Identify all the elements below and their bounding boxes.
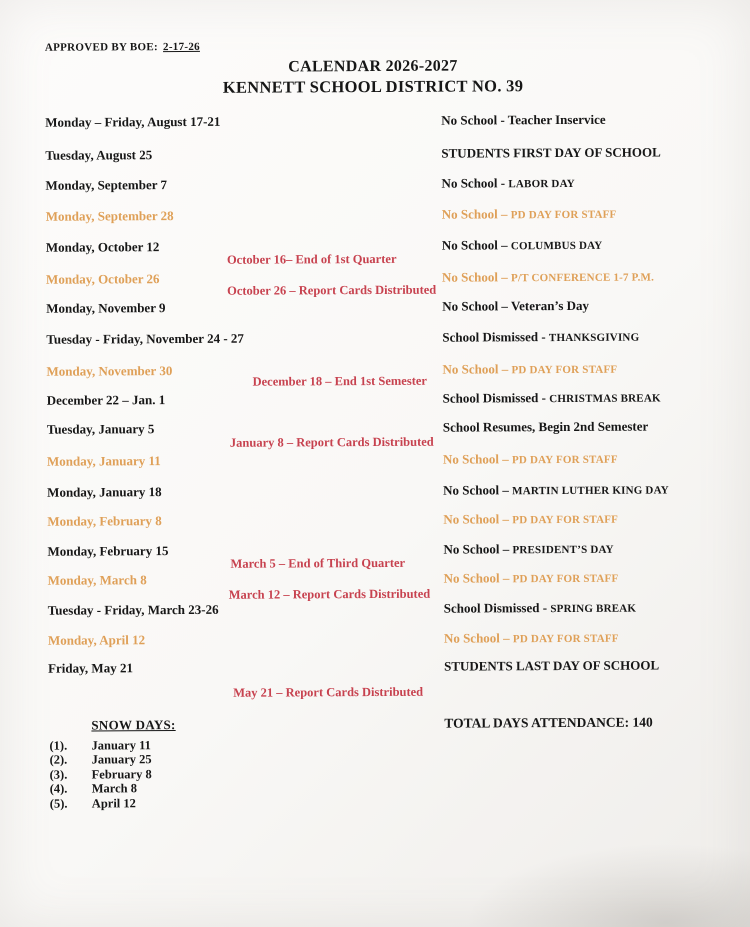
calendar-row (0, 450, 750, 474)
event-date: Monday, October 12 (45, 239, 160, 255)
event-desc-main: School Dismissed - (443, 600, 551, 616)
event-date: Monday, January 11 (46, 453, 161, 469)
event-description (442, 361, 617, 378)
event-description (443, 511, 618, 528)
event-desc-caps: COLUMBUS DAY (510, 239, 603, 253)
event-description (442, 329, 639, 346)
event-desc-caps: LABOR DAY (508, 177, 575, 191)
event-desc-caps: PD DAY FOR STAFF (511, 363, 618, 377)
event-desc-caps: PD DAY FOR STAFF (512, 632, 619, 646)
snow-day-number: (3). (49, 767, 68, 782)
event-desc-caps: PD DAY FOR STAFF (511, 453, 618, 467)
event-description (443, 390, 661, 407)
event-date: Monday, November 30 (46, 363, 173, 379)
district-title: KENNETT SCHOOL DISTRICT NO. 39 (222, 76, 524, 97)
event-desc-caps: PRESIDENT’S DAY (512, 543, 614, 557)
calendar-row (0, 111, 748, 135)
calendar-row (0, 328, 749, 352)
event-desc-main: No School – (443, 570, 513, 586)
snow-day-number: (5). (49, 796, 68, 811)
event-desc-caps: THANKSGIVING (548, 331, 640, 345)
event-date: Friday, May 21 (48, 660, 133, 676)
event-date: Monday, February 8 (47, 513, 162, 529)
event-date: Monday, March 8 (47, 572, 147, 588)
snow-days-header: SNOW DAYS: (91, 717, 176, 733)
event-desc-main: No School – (441, 237, 511, 253)
snow-day-date: January 25 (91, 752, 152, 767)
page-title: CALENDAR 2026-2027 (288, 57, 458, 76)
event-date: Tuesday, January 5 (46, 421, 155, 437)
approved-label: APPROVED BY BOE: (44, 41, 159, 54)
event-date: Monday, April 12 (47, 632, 146, 648)
total-days-attendance: TOTAL DAYS ATTENDANCE: 140 (444, 714, 653, 731)
event-date: December 22 – Jan. 1 (46, 392, 166, 408)
event-desc-main: School Dismissed - (442, 329, 549, 345)
snow-day-date: April 12 (91, 796, 136, 811)
event-desc-main: No School – (442, 361, 512, 377)
snow-day-date: January 11 (91, 738, 151, 753)
event-description (442, 298, 589, 315)
calendar-row (0, 144, 748, 168)
event-desc-main: No School – (441, 269, 512, 285)
event-description (444, 630, 619, 647)
snow-day-date: February 8 (91, 767, 152, 782)
event-date: Monday, September 7 (45, 177, 168, 193)
event-description (441, 175, 574, 192)
event-date: Monday, February 15 (47, 543, 169, 559)
event-desc-main: STUDENTS FIRST DAY OF SCHOOL (441, 144, 661, 161)
event-description (444, 570, 619, 587)
event-date: Monday, November 9 (46, 300, 166, 316)
calendar-row (0, 174, 749, 198)
event-description (441, 144, 660, 161)
event-description (443, 541, 613, 558)
event-description (443, 419, 649, 436)
event-date: Monday, January 18 (47, 484, 162, 500)
event-description (443, 481, 669, 498)
calendar-row (1, 599, 750, 623)
event-date: Tuesday, August 25 (45, 147, 153, 163)
calendar-row (0, 205, 749, 229)
event-desc-caps: PD DAY FOR STAFF (512, 513, 619, 527)
snow-day-item (2, 793, 750, 813)
event-desc-main: School Dismissed - (442, 390, 550, 406)
quarter-note: March 5 – End of Third Quarter (230, 555, 406, 571)
semester-note: December 18 – End 1st Semester (252, 373, 427, 389)
event-desc-caps: SPRING BREAK (550, 602, 637, 616)
event-desc-main: No School – (442, 451, 513, 467)
calendar-row (0, 481, 750, 505)
event-desc-main: No School - (441, 175, 509, 191)
snow-day-date: March 8 (91, 781, 137, 796)
calendar-row (0, 389, 750, 413)
event-date: Monday – Friday, August 17-21 (45, 113, 221, 130)
event-description (442, 269, 654, 286)
approved-line (45, 41, 200, 54)
approved-date: 2-17-26 (162, 40, 200, 54)
event-desc-main: No School – (443, 541, 513, 557)
event-desc-caps: CHRISTMAS BREAK (549, 392, 661, 406)
event-description (444, 600, 636, 617)
event-desc-main: No School – (443, 630, 513, 646)
event-description (442, 237, 603, 254)
event-description (444, 658, 659, 675)
snow-day-number: (2). (49, 752, 68, 767)
event-desc-caps: PD DAY FOR STAFF (512, 572, 619, 586)
event-date: Tuesday - Friday, March 23-26 (47, 601, 219, 618)
report-cards-note: October 26 – Report Cards Distributed (227, 282, 437, 298)
event-desc-caps: P/T CONFERENCE 1-7 P.M. (510, 271, 655, 285)
event-description (443, 451, 618, 468)
event-desc-main: No School – (441, 206, 511, 222)
snow-day-number: (4). (49, 781, 68, 796)
event-description (442, 206, 617, 223)
quarter-note: October 16– End of 1st Quarter (226, 251, 397, 267)
event-date: Monday, September 28 (45, 208, 174, 224)
event-desc-main: No School - Teacher Inservice (441, 111, 606, 128)
calendar-row (0, 510, 750, 534)
event-desc-caps: MARTIN LUTHER KING DAY (512, 484, 669, 498)
calendar-row (0, 297, 749, 321)
event-description (441, 112, 606, 129)
calendar-row (1, 657, 750, 681)
report-cards-note: May 21 – Report Cards Distributed (233, 684, 424, 700)
report-cards-note: March 12 – Report Cards Distributed (228, 586, 431, 602)
event-desc-caps: PD DAY FOR STAFF (510, 208, 617, 222)
snow-day-number: (1). (49, 738, 68, 753)
event-desc-main: No School – Veteran’s Day (442, 297, 590, 314)
event-desc-main: No School – (443, 511, 513, 527)
event-date: Monday, October 26 (45, 271, 160, 287)
report-cards-note: January 8 – Report Cards Distributed (229, 434, 434, 450)
event-desc-main: No School – (443, 482, 513, 498)
event-desc-main: STUDENTS LAST DAY OF SCHOOL (444, 657, 660, 674)
event-desc-main: School Resumes, Begin 2nd Semester (442, 418, 649, 435)
calendar-row (1, 629, 750, 653)
event-date: Tuesday - Friday, November 24 - 27 (46, 330, 244, 347)
